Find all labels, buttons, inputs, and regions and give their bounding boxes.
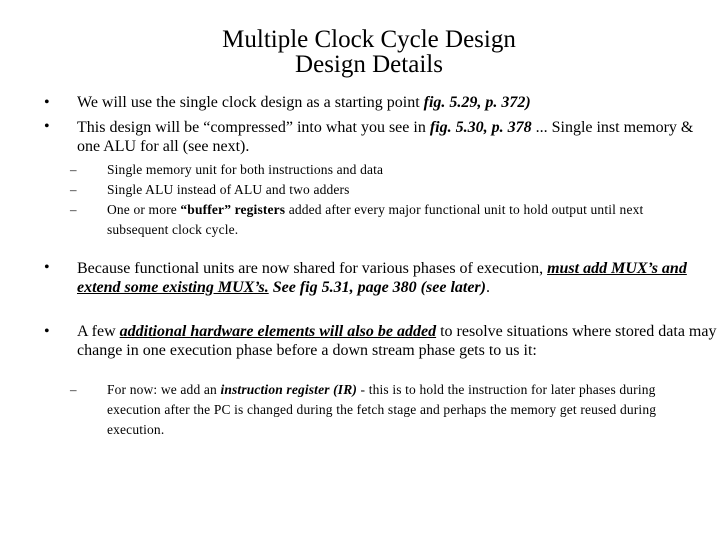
title-line-1: Multiple Clock Cycle Design [222,26,516,53]
sub-bullet-1-text: Single memory unit for both instructions and data [107,162,384,177]
dash-marker: – [70,382,77,397]
sub-bullet-4-part-1: For now: we add an [107,382,221,397]
bullet-3-end: . [485,279,490,296]
bullet-4-part-3: to resolve situations where stored data may change in one execution phase before a down stream phase gets to us it: [77,323,717,359]
bullet-3-figure-ref: See fig 5.31, page 380 (see later) [272,279,486,296]
sub-bullet-3-part-1: One or more [107,202,181,217]
bullet-4-part-1: A few [77,323,120,340]
slide-title [0,27,720,77]
bullet-2-text [77,118,717,156]
bullet-marker: • [44,118,50,135]
sub-bullet-3-part-3: added after every major functional unit to hold output until next subsequent clock cycle. [107,202,644,237]
bullet-2-part-3: ... Single inst memory & one ALU for all (see next). [77,119,694,155]
title-line-2: Design Details [295,51,443,78]
sub-bullet-4-emphasis: instruction register (IR) [220,382,357,397]
bullet-marker: • [44,259,50,276]
bullet-3-emphasis: must add MUX’s and extend some existing MUX’s. [77,260,687,296]
bullet-marker: • [44,323,50,340]
sub-bullet-2-text: Single ALU instead of ALU and two adders [107,182,350,197]
bullet-4-text [77,322,717,360]
sub-bullet-3-text [107,200,707,240]
bullet-4-emphasis: additional hardware elements will also be added [119,323,437,340]
sub-bullet-4-text [107,380,707,440]
bullet-1-text [77,93,717,112]
bullet-1-figure-ref: fig. 5.29, p. 372) [423,94,531,111]
bullet-marker: • [44,94,50,111]
sub-bullet-3-emphasis: “buffer” registers [180,202,286,217]
bullet-2-figure-ref: fig. 5.30, p. 378 [429,119,532,136]
bullet-3-text [77,259,717,297]
bullet-3-part-1: Because functional units are now shared for various phases of execution, [77,260,548,277]
dash-marker: – [70,162,77,177]
bullet-2-part-1: This design will be “compressed” into what you see in [77,119,430,136]
dash-marker: – [70,182,77,197]
sub-bullet-4-part-3: - this is to hold the instruction for later phases during execution after the PC is changed during the fetch stage and perhaps the memory get reused during execution. [107,382,657,437]
dash-marker: – [70,202,77,217]
bullet-1-part-1: We will use the single clock design as a starting point [77,94,424,111]
